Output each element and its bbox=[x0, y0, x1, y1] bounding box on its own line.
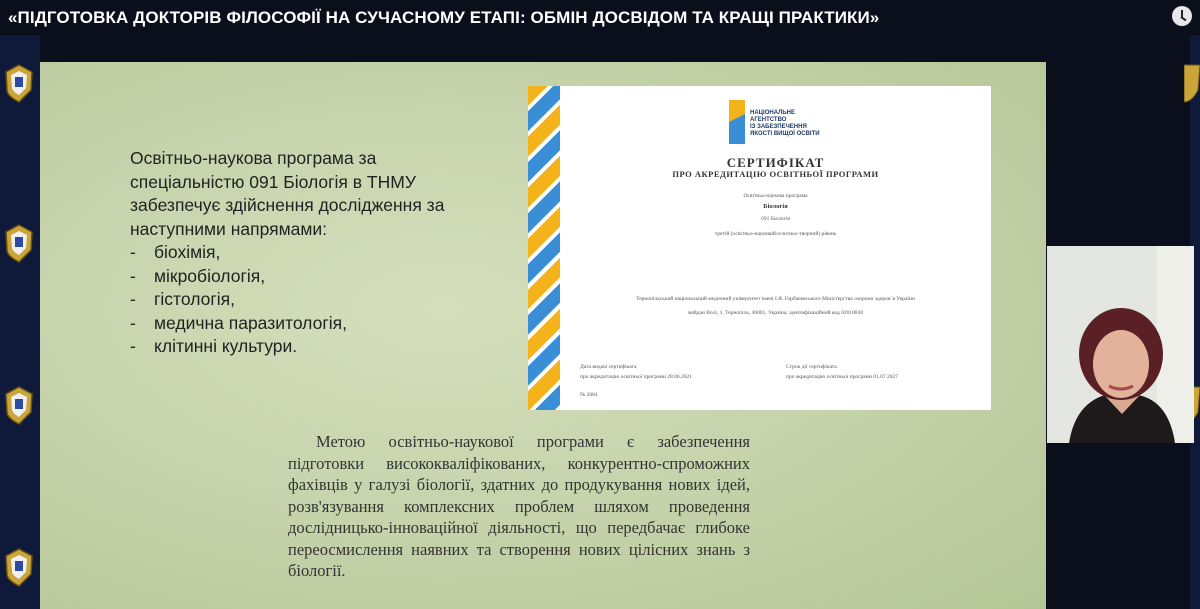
issue-date-value: про акредитацію освітньої програми 28.06.2021 bbox=[580, 374, 693, 380]
video-title: «ПІДГОТОВКА ДОКТОРІВ ФІЛОСОФІЇ НА СУЧАСНОМУ ЕТАПІ: ОБМІН ДОСВІДОМ ТА КРАЩІ ПРАКТИКИ» bbox=[8, 8, 880, 27]
validity-value: про акредитацію освітньої програми 01.07.2027 bbox=[786, 374, 899, 380]
list-item: - мікробіологія, bbox=[130, 265, 266, 286]
certificate-subtitle: ПРО АКРЕДИТАЦІЮ ОСВІТНЬОЇ ПРОГРАМИ bbox=[672, 169, 879, 179]
university-emblem-icon bbox=[3, 223, 35, 263]
certificate-stripes bbox=[528, 86, 560, 410]
clock-icon[interactable] bbox=[1172, 6, 1192, 26]
speaker-video bbox=[1047, 246, 1194, 443]
accreditation-certificate bbox=[528, 86, 991, 410]
university-emblem-icon bbox=[3, 547, 35, 587]
presentation-slide bbox=[40, 62, 1046, 609]
university-emblem-icon bbox=[1184, 63, 1200, 103]
level-text: третій (освітньо-науковий/освітньо-творчий) рівень bbox=[714, 231, 837, 237]
program-intro-text: Освітньо-наукова програма за спеціальністю 091 Біологія в ТНМУ забезпечує здійснення дослідження за наступними напрямами: bbox=[130, 148, 445, 239]
certificate-title: СЕРТИФІКАТ bbox=[726, 155, 825, 170]
research-areas-list bbox=[130, 241, 490, 359]
list-item: - медична паразитологія, bbox=[130, 312, 347, 333]
program-name: Біологія bbox=[763, 203, 788, 210]
specialty-text: 091 Біологія bbox=[761, 216, 790, 222]
university-emblem-icon bbox=[3, 385, 35, 425]
list-item: - біохімія, bbox=[130, 242, 221, 262]
list-item: - гістологія, bbox=[130, 289, 235, 309]
agency-logo-text: НАЦІОНАЛЬНЕ АГЕНТСТВО ІЗ ЗАБЕЗПЕЧЕННЯ ЯКОСТІ ВИЩОЇ ОСВІТИ bbox=[750, 110, 820, 137]
webcam-feed bbox=[1047, 246, 1194, 443]
left-emblem-strip bbox=[0, 35, 40, 609]
certificate-number: № 2084 bbox=[580, 392, 598, 398]
list-item: - клітинні культури. bbox=[130, 336, 298, 356]
validity-label: Строк дії сертифіката bbox=[786, 364, 837, 370]
issue-date-label: Дата видачі сертифіката bbox=[580, 364, 637, 370]
research-areas-block bbox=[130, 147, 490, 359]
institution-text: Тернопільський національний медичний університет імені І.Я. Горбачевського Міністерства охорони здоров`я України bbox=[636, 296, 915, 302]
program-purpose-text: Метою освітньо-наукової програми є забезпечення підготовки висококваліфікованих, конкурентно-спроможних фахівців у галузі біології, здатних до продукування нових ідей, розв'язування комплексних проблем шляхом проведення дослідницько-інноваційної діяльності, що передбачає глибоке переосмислення наявних та створення нових цілісних знань з біології. bbox=[288, 432, 750, 580]
address-text: майдан Волі, 1, Тернопіль, 46001, Україна; ідентифікаційний код 02010830 bbox=[687, 310, 864, 316]
university-emblem-icon bbox=[3, 63, 35, 103]
program-label: Освітньо-наукова програма bbox=[743, 193, 808, 199]
agency-logo-icon bbox=[729, 100, 745, 144]
